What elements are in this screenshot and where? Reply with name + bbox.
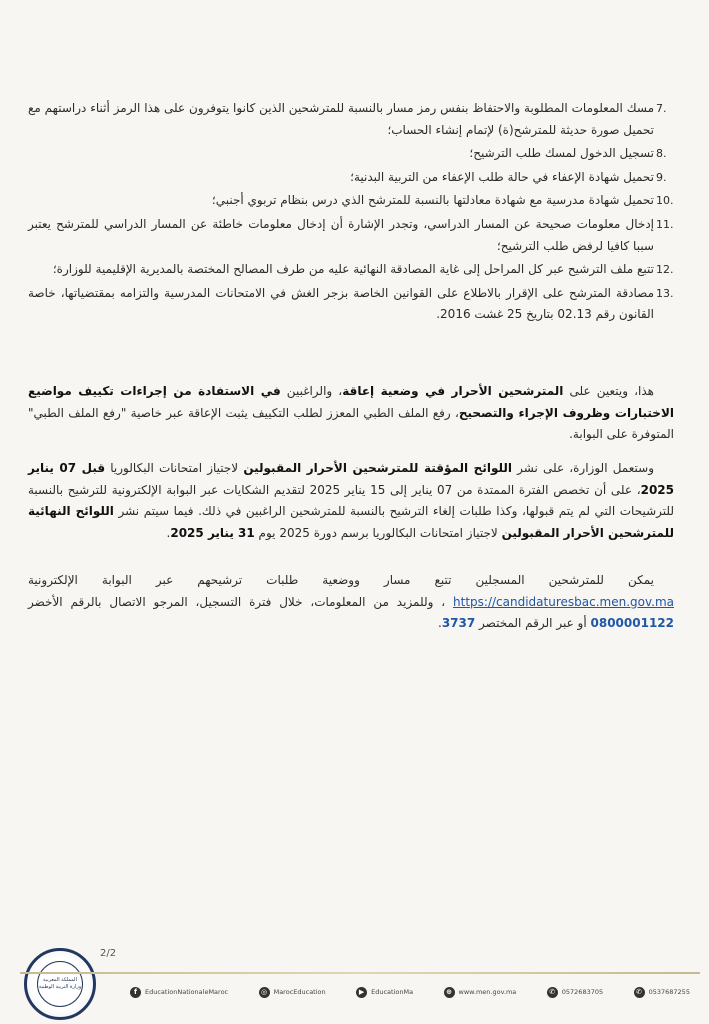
seal-inner <box>37 961 83 1007</box>
paragraph-text: وستعمل الوزارة، على نشر <box>512 461 654 475</box>
item-number: .11 <box>656 217 674 231</box>
bold-text: اللوائح النهائية للمترشحين الأحرار المقبولين <box>28 504 674 540</box>
paragraph-text: . <box>438 616 442 631</box>
steps-list <box>28 98 674 328</box>
item-text: إدخال معلومات صحيحة عن المسار الدراسي، وتجدر الإشارة أن إدخال معلومات خاطئة عن المسار الدراسي للمترشح يعتبر سببا كافيا لرفض طلب الترشيح؛ <box>28 216 654 253</box>
youtube-icon: ▶ <box>356 987 367 998</box>
item-number: .10 <box>656 194 674 208</box>
seal-text: المملكة المغربية وزارة التربية الوطنية <box>38 977 82 990</box>
item-text: تحميل شهادة الإعفاء في حالة طلب الإعفاء من التربية البدنية؛ <box>350 169 654 184</box>
item-text: تتبع ملف الترشيح عبر كل المراحل إلى غاية المصادقة النهائية عليه من طرف المصالح المختصة بالمديرية الإقليمية للوزارة؛ <box>52 262 654 277</box>
facebook-icon: f <box>130 987 141 998</box>
paragraph-text: . <box>166 525 171 540</box>
item-number: .8 <box>656 147 667 161</box>
item-text: مسك المعلومات المطلوبة والاحتفاظ بنفس رمز مسار بالنسبة للمترشحين الذين كانوا يتوفرون على هذا الرمز أثناء دراستهم مع تحميل صورة حديثة للمترشح(ة) لإتمام إنشاء الحساب؛ <box>28 101 654 137</box>
disability-paragraph <box>28 381 674 446</box>
list-item <box>28 259 674 281</box>
item-number: .9 <box>656 170 667 184</box>
phone-icon: ✆ <box>634 987 645 998</box>
bold-text: قبل 07 يناير 2025 <box>28 461 675 497</box>
short-number: 3737 <box>441 616 476 631</box>
contact-paragraph <box>28 570 674 635</box>
list-item <box>28 214 674 257</box>
list-item <box>28 190 674 212</box>
list-item <box>28 283 674 326</box>
globe-icon: ⊕ <box>444 987 455 998</box>
paragraph-text: هذا، ويتعين على <box>563 384 654 398</box>
item-text: تسجيل الدخول لمسك طلب الترشيح؛ <box>469 146 654 161</box>
paragraph-text: ، والراغبين <box>280 384 343 398</box>
item-number: .13 <box>656 286 674 300</box>
paragraph-text: ، رفع الملف الطبي المعزز لطلب التكييف يثبت الإعاقة عبر خاصية "رفع الملف الطبي" المتوفرة على البوابة. <box>28 405 674 442</box>
footer-instagram[interactable] <box>259 987 326 998</box>
phone-icon: ✆ <box>547 987 558 998</box>
footer-label: EducationNationaleMaroc <box>145 988 229 996</box>
footer-phone-1[interactable] <box>547 987 603 998</box>
paragraph-text: ، على أن تخصص الفترة الممتدة من 07 يناير إلى 15 يناير 2025 لتقديم الشكايات عبر البوابة الإلكترونية للترشيح بالنسبة للترشيحات التي لم يتم قبولها، وكذا طلبات إلغاء الترشيح بالنسبة للمترشحين الراغبين في ذلك. فيما سيتم نشر <box>28 482 674 519</box>
page-number: 2/2 <box>100 948 117 959</box>
instagram-icon: ◎ <box>259 987 270 998</box>
footer-youtube[interactable] <box>356 987 413 998</box>
ministry-seal-logo <box>24 948 96 1020</box>
bold-text: في الاستفادة من إجراءات تكييف مواضيع الاختبارات وظروف الإجراء والتصحيح <box>28 384 674 420</box>
footer-label: EducationMa <box>371 988 414 996</box>
footer-phone-2[interactable] <box>634 987 690 998</box>
green-number: 0800001122 <box>590 616 674 631</box>
bold-text: المترشحين الأحرار في وضعية إعاقة <box>342 384 564 398</box>
item-number: .7 <box>656 102 667 115</box>
footer-facebook[interactable] <box>130 987 228 998</box>
footer-contacts <box>130 982 690 1002</box>
bold-text: اللوائح المؤقتة للمترشحين الأحرار المقبولين <box>243 461 512 475</box>
list-item <box>28 167 674 189</box>
footer-label: 0537687255 <box>648 988 690 996</box>
footer-label: MarocEducation <box>273 988 326 996</box>
bold-text: 31 يناير 2025 <box>170 525 255 540</box>
item-text: مصادقة المترشح على الإقرار بالاطلاع على القوانين الخاصة بزجر الغش في الامتحانات المدرسية والتزامه بمقتضياتها، خاصة القانون رقم 02.13 بتاريخ 25 غشت 2016. <box>28 285 654 322</box>
list-item <box>28 98 674 141</box>
paragraph-text: لاجتياز امتحانات البكالوريا برسم دورة 2025 يوم <box>254 525 502 540</box>
footer-divider <box>20 972 700 974</box>
footer-label: www.men.gov.ma <box>458 988 517 996</box>
paragraph-text: يمكن للمترشحين المسجلين تتبع مسار ووضعية طلبات ترشيحهم عبر البوابة الإلكترونية <box>28 573 654 587</box>
lists-paragraph <box>28 458 674 544</box>
item-number: .12 <box>656 263 674 277</box>
item-text: تحميل شهادة مدرسية مع شهادة معادلتها بالنسبة للمترشح الذي درس بنظام تربوي أجنبي؛ <box>211 193 654 208</box>
paragraph-text: أو عبر الرقم المختصر <box>475 616 591 631</box>
footer-label: 0572683705 <box>561 988 604 996</box>
footer-website[interactable] <box>444 987 517 998</box>
paragraph-text: لاجتياز امتحانات البكالوريا <box>105 461 244 475</box>
portal-link[interactable]: https://candidaturesbac.men.gov.ma <box>453 594 674 609</box>
paragraph-text: ، وللمزيد من المعلومات، خلال فترة التسجيل، المرجو الاتصال بالرقم الأخضر <box>28 594 454 609</box>
list-item <box>28 143 674 165</box>
